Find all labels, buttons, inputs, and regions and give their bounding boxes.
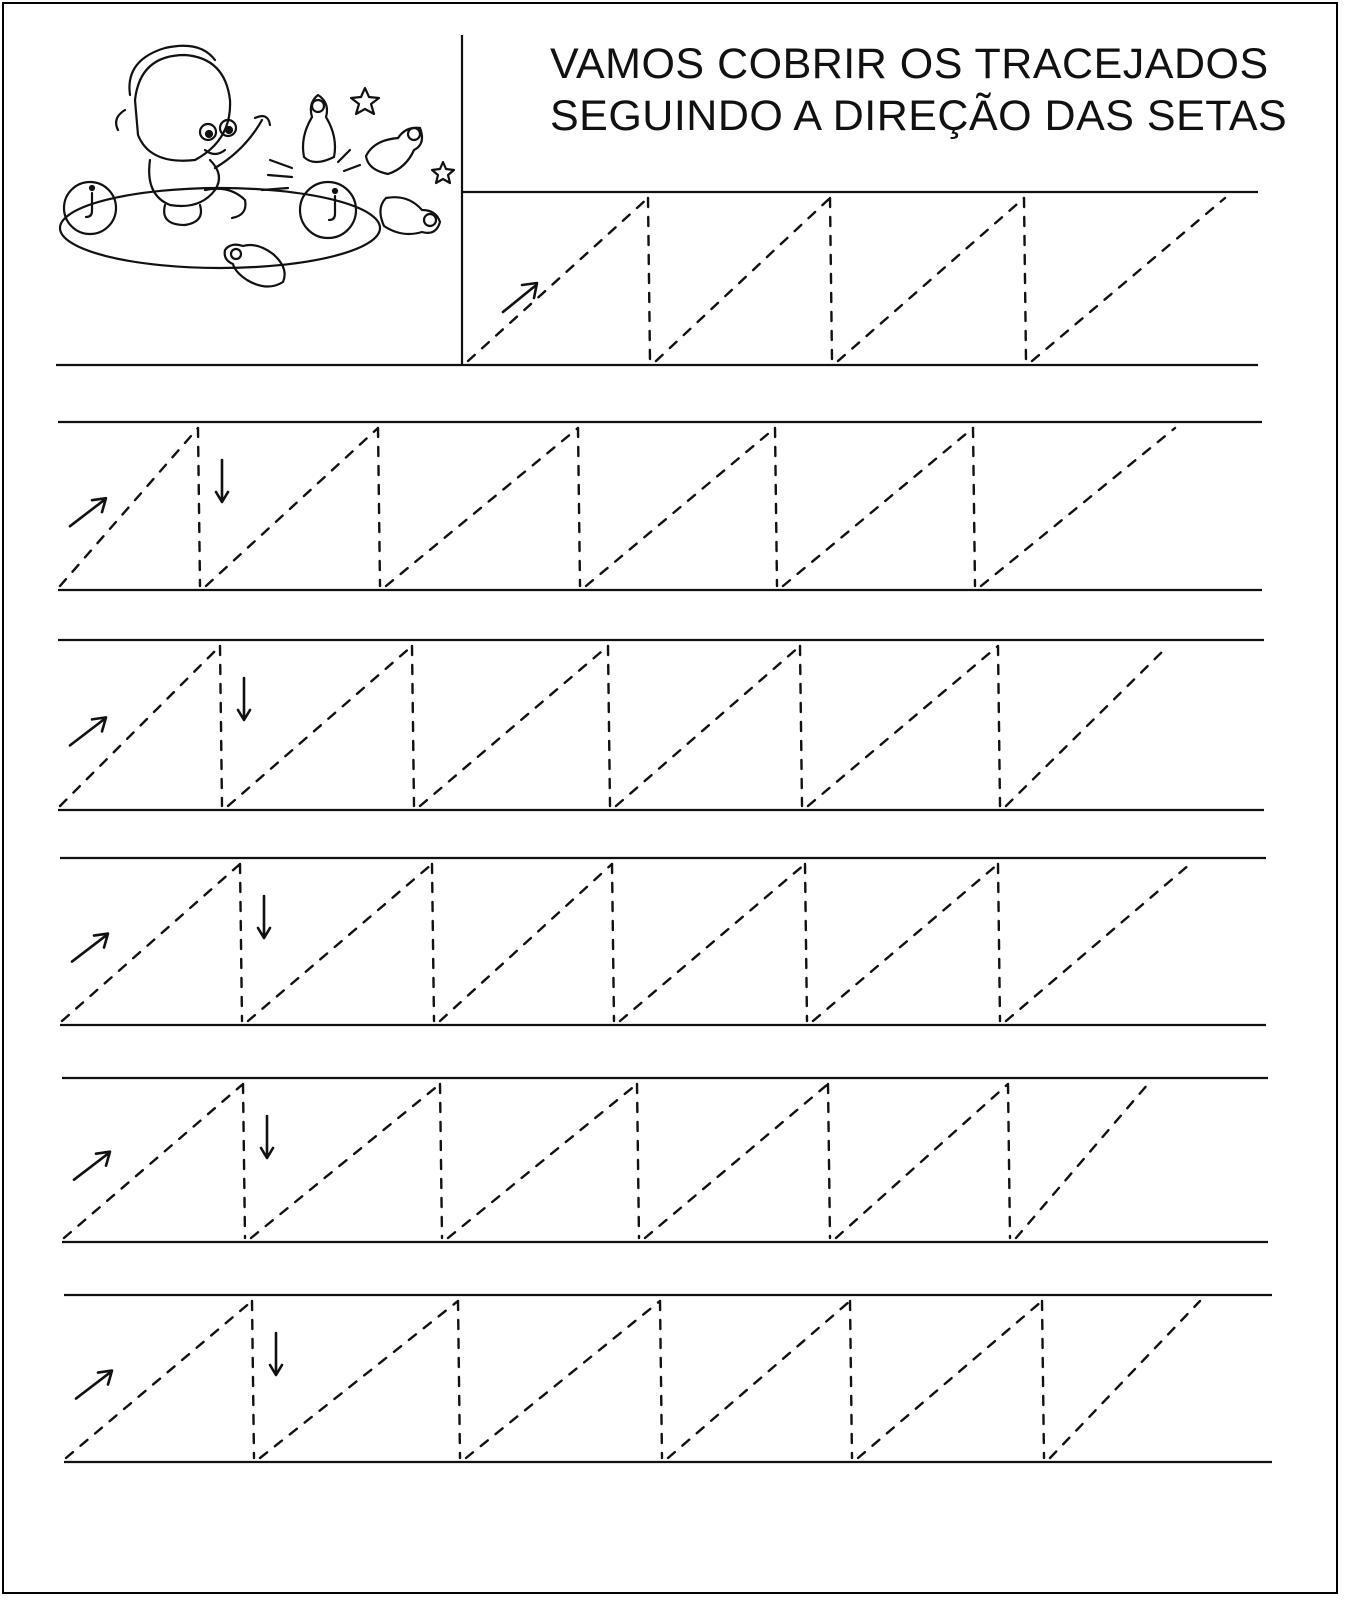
tracing-zigzag-row <box>62 864 1190 1021</box>
tracing-zigzag-row <box>64 1084 1148 1238</box>
down-arrow-icon <box>238 678 250 720</box>
child-figure-icon <box>116 46 270 225</box>
title-line-2: SEGUINDO A DIREÇÃO DAS SETAS <box>550 92 1288 140</box>
direction-arrows <box>70 283 537 1399</box>
star-icon <box>432 162 454 183</box>
bowling-pin-icon <box>303 95 335 162</box>
up-arrow-icon <box>76 1371 112 1399</box>
bowling-ball-icon <box>300 182 356 238</box>
up-arrow-icon <box>503 283 537 312</box>
tracing-paths <box>60 198 1225 1458</box>
tracing-zigzag-row <box>60 646 1168 806</box>
down-arrow-icon <box>216 460 228 502</box>
down-arrow-icon <box>258 896 270 938</box>
down-arrow-icon <box>261 1116 273 1158</box>
up-arrow-icon <box>74 1152 110 1180</box>
bowling-pin-icon <box>366 128 422 174</box>
up-arrow-icon <box>70 717 106 745</box>
tracing-zigzag-row <box>60 428 1175 586</box>
bowling-illustration <box>60 46 454 287</box>
up-arrow-icon <box>70 498 106 526</box>
up-arrow-icon <box>72 934 108 962</box>
bowling-pin-icon <box>380 197 440 234</box>
star-icon <box>351 88 379 114</box>
title-line-1: VAMOS COBRIR OS TRACEJADOS <box>550 40 1269 88</box>
tracing-zigzag-header <box>468 198 1225 361</box>
tracing-zigzag-row <box>66 1301 1200 1458</box>
bowling-ball-icon <box>64 182 116 234</box>
down-arrow-icon <box>270 1333 282 1375</box>
